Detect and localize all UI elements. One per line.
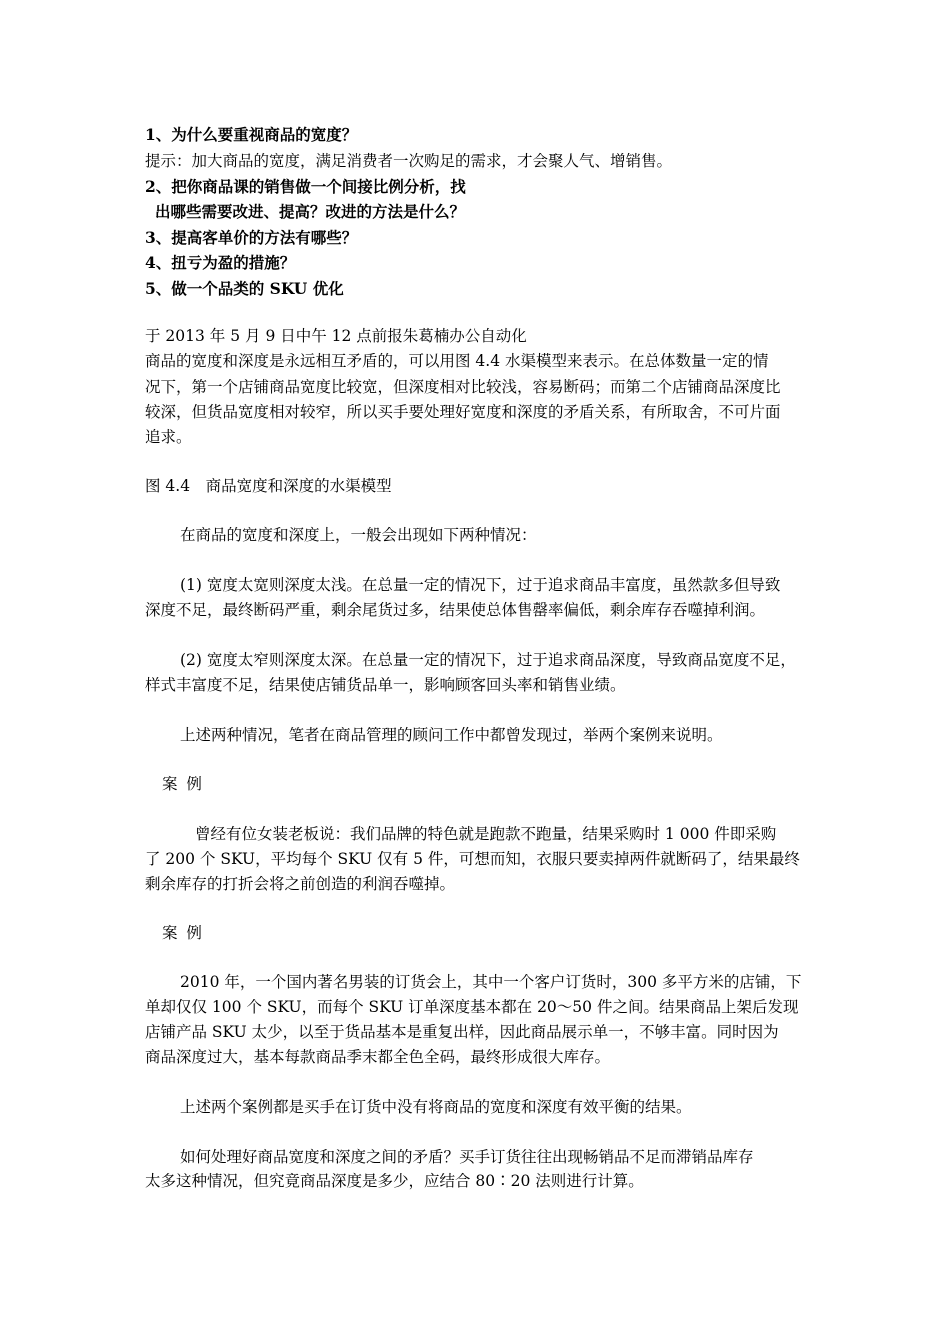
- conclusion: 上述两个案例都是买手在订货中没有将商品的宽度和深度有效平衡的结果。: [180, 1098, 692, 1116]
- situation-1-line-1: (1) 宽度太宽则深度太浅。在总量一定的情况下，过于追求商品丰富度，虽然款多但导致: [180, 576, 781, 594]
- case-2-label: 案 例: [162, 924, 204, 942]
- hint-text: 提示：加大商品的宽度，满足消费者一次购足的需求，才会聚人气、增销售。: [145, 152, 673, 170]
- situations-intro: 在商品的宽度和深度上，一般会出现如下两种情况：: [180, 526, 537, 544]
- case-2-line-1: 2010 年，一个国内著名男装的订货会上，其中一个客户订货时，300 多平方米的店铺，下: [180, 973, 802, 991]
- figure-caption: 图 4.4 商品宽度和深度的水渠模型: [145, 477, 392, 495]
- cases-intro: 上述两种情况，笔者在商品管理的顾问工作中都曾发现过，举两个案例来说明。: [180, 726, 723, 744]
- question-2-line-1: 2、把你商品课的销售做一个间接比例分析，找: [145, 177, 466, 196]
- deadline-note: 于 2013 年 5 月 9 日中午 12 点前报朱葛楠办公自动化: [145, 327, 527, 345]
- case-2-line-4: 商品深度过大，基本每款商品季末都全色全码，最终形成很大库存。: [145, 1048, 611, 1066]
- intro-line-1: 商品的宽度和深度是永远相互矛盾的，可以用图 4.4 水渠模型来表示。在总体数量一定的情: [145, 352, 769, 370]
- question-4: 4、扭亏为盈的措施？: [145, 253, 296, 272]
- intro-line-4: 追求。: [145, 428, 192, 446]
- question-2-line-2: 出哪些需要改进、提高？改进的方法是什么？: [155, 202, 466, 221]
- intro-line-3: 较深，但货品宽度相对较窄，所以买手要处理好宽度和深度的矛盾关系，有所取舍，不可片面: [145, 403, 781, 421]
- case-1-line-2: 了 200 个 SKU，平均每个 SKU 仅有 5 件，可想而知，衣服只要卖掉两件就断码了，结果最终: [145, 850, 800, 868]
- case-1-label: 案 例: [162, 775, 204, 793]
- closing-line-1: 如何处理好商品宽度和深度之间的矛盾？买手订货往往出现畅销品不足而滞销品库存: [180, 1148, 754, 1166]
- case-2-line-2: 单却仅仅 100 个 SKU，而每个 SKU 订单深度基本都在 20～50 件之间。结果商品上架后发现: [145, 998, 799, 1016]
- case-2-line-3: 店铺产品 SKU 太少，以至于货品基本是重复出样，因此商品展示单一，不够丰富。同时因为: [145, 1023, 779, 1041]
- case-1-line-1: 曾经有位女装老板说：我们品牌的特色就是跑款不跑量，结果采购时 1 000 件即采购: [195, 825, 777, 843]
- situation-2-line-1: (2) 宽度太窄则深度太深。在总量一定的情况下，过于追求商品深度，导致商品宽度不足，: [180, 651, 796, 669]
- question-5: 5、做一个品类的 SKU 优化: [145, 279, 344, 298]
- case-1-line-3: 剩余库存的打折会将之前创造的利润吞噬掉。: [145, 875, 456, 893]
- closing-line-2: 太多这种情况，但究竟商品深度是多少，应结合 80∶20 法则进行计算。: [145, 1172, 644, 1190]
- situation-2-line-2: 样式丰富度不足，结果使店铺货品单一，影响顾客回头率和销售业绩。: [145, 676, 626, 694]
- question-3: 3、提高客单价的方法有哪些？: [145, 228, 358, 247]
- question-1: 1、为什么要重视商品的宽度？: [145, 125, 358, 144]
- intro-line-2: 况下，第一个店铺商品宽度比较宽，但深度相对比较浅，容易断码；而第二个店铺商品深度比: [145, 378, 781, 396]
- situation-1-line-2: 深度不足，最终断码严重，剩余尾货过多，结果使总体售罄率偏低，剩余库存吞噬掉利润。: [145, 601, 766, 619]
